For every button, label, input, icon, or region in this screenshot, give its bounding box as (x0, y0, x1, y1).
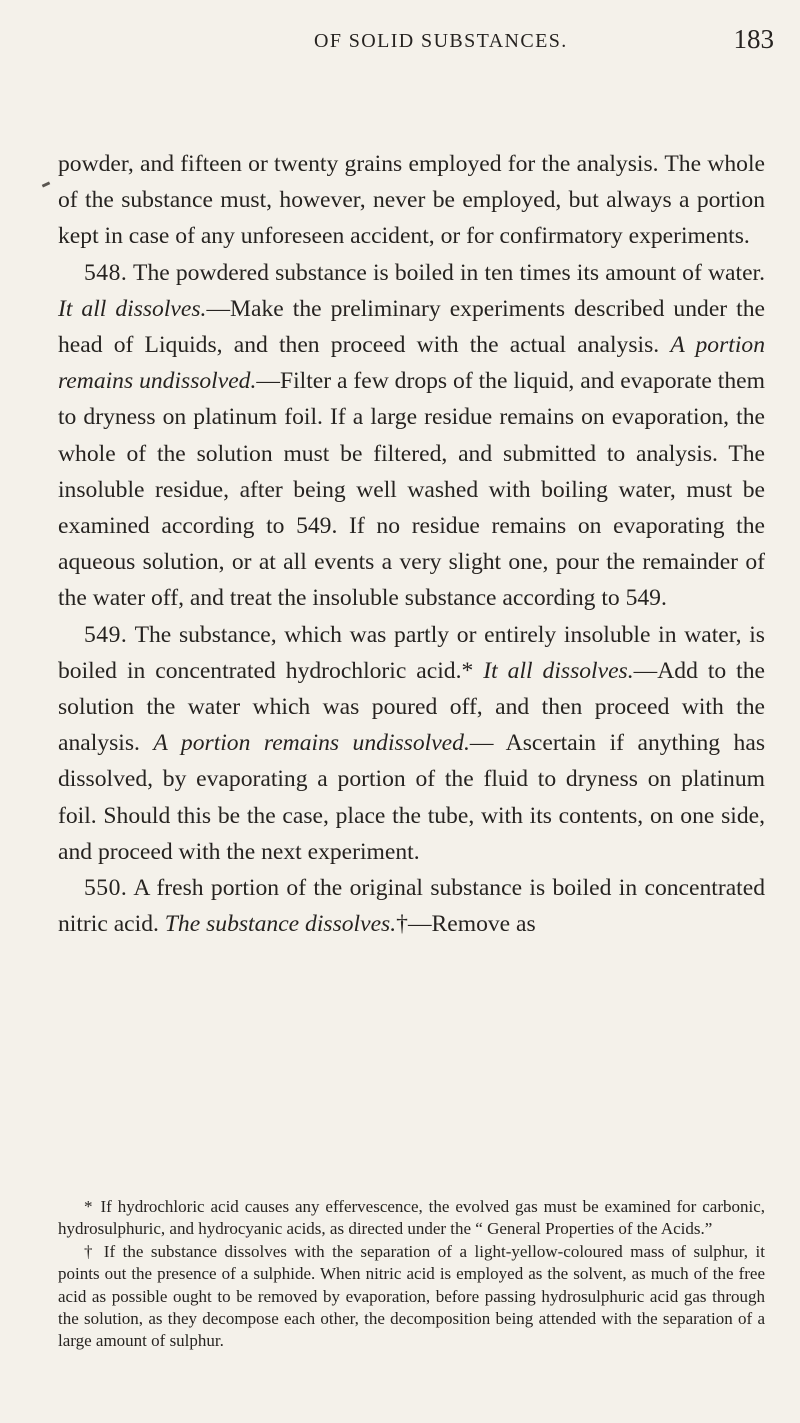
footnote-mark: † (84, 1241, 96, 1261)
paragraph-lead: The substance, which was partly or entirely insoluble in water, is boiled in concentrated hydrochloric acid.* (58, 621, 765, 684)
case-heading: It all dissolves. (58, 295, 207, 322)
case-heading: The substance dissolves. (164, 911, 397, 938)
paragraph-lead: The powdered substance is boiled in ten times its amount of water. (127, 259, 765, 286)
case-text: †—Remove as (396, 911, 536, 938)
paragraph-number: 550. (84, 875, 128, 902)
footnote (58, 1241, 765, 1353)
case-text: —Make the preliminary experiments described under the head of Liquids, and then proceed with the actual analysis. (58, 295, 765, 359)
footnote-text: If hydrochloric acid causes any effervescence, the evolved gas must be examined for carbonic, hydrosulphuric, and hydrocyanic acids, as directed under the “ General Properties of the Acids.” (58, 1197, 765, 1239)
footnote (58, 1196, 765, 1241)
case-heading: It all dissolves. (483, 657, 634, 684)
paragraph-number: 548. (84, 259, 128, 286)
paragraph-lead: A fresh portion of the original substance is boiled in concentrated nitric acid. (58, 875, 765, 938)
case-text: —Add to the solution the water which was poured off, and then proceed with the analysis. (58, 657, 765, 757)
running-head-title: OF SOLID SUBSTANCES. (314, 30, 568, 52)
footnote-text: If the substance dissolves with the separation of a light-yellow-coloured mass of sulphur, it points out the presence of a sulphide. When nitric acid is employed as the solvent, as much of the free acid as possible ought to be removed by evaporation, before passing hydrosulphuric acid gas through the solution, as they decompose each other, the decomposition being attended with the separation of a large amount of sulphur. (58, 1241, 766, 1351)
body-text (58, 146, 765, 942)
paragraph-continued (58, 146, 765, 255)
running-head (0, 20, 800, 60)
paragraph-550 (58, 870, 765, 942)
paragraph-549 (58, 617, 765, 870)
paragraph-548 (58, 255, 765, 617)
case-text: —Filter a few drops of the liquid, and evaporate them to dryness on platinum foil. If a large residue remains on evaporation, the whole of the solution must be filtered, and submitted to analysis. The insoluble residue, after being well washed with boiling water, must be examined according to 549. If no residue remains on evaporating the aqueous solution, or at all events a very slight one, pour the remainder of the water off, and treat the insoluble substance according to 549. (58, 368, 765, 612)
footnote-mark: * (84, 1197, 93, 1216)
case-heading: A portion remains undissolved. (153, 730, 470, 757)
case-text: — Ascertain if anything has dissolved, by evaporating a portion of the fluid to dryness on platinum foil. Should this be the case, place the tube, with its contents, on one side, and proceed with the next experiment. (58, 730, 766, 865)
paragraph-text: powder, and fifteen or twenty grains employed for the analysis. The whole of the substance must, however, never be employed, but always a portion kept in case of any unforeseen accident, or for confirmatory experiments. (58, 151, 765, 250)
margin-mark (42, 181, 51, 187)
page-number: 183 (733, 24, 774, 54)
case-heading: A portion remains undissolved. (58, 332, 765, 395)
paragraph-number: 549. (84, 621, 128, 648)
footnotes (58, 1196, 765, 1353)
